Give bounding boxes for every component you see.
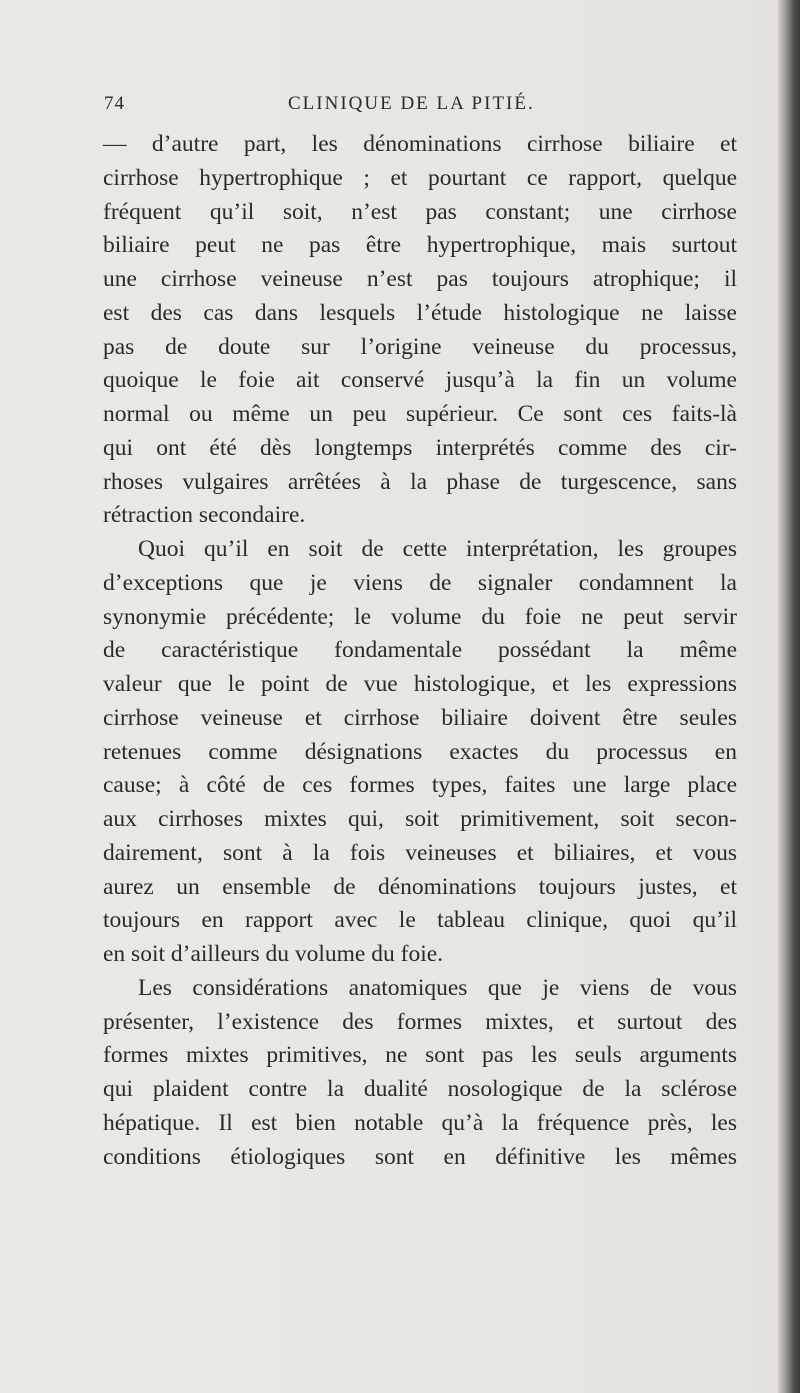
text-line: toujours en rapport avec le tableau clinique, quoi qu’il (103, 907, 737, 934)
text-line: cause; à côté de ces formes types, faites une large place (103, 772, 737, 799)
page-header (0, 93, 800, 117)
text-line: cirrhose veineuse et cirrhose biliaire doivent être seules (103, 704, 737, 731)
text-line: présenter, l’existence des formes mixtes, et surtout des (103, 1008, 737, 1035)
text-line: qui plaident contre la dualité nosologique de la sclérose (103, 1076, 737, 1102)
body-text (103, 128, 737, 1174)
text-line: retenues comme désignations exactes du processus en (103, 738, 737, 765)
text-line: Quoi qu’il en soit de cette interprétation, les groupes (138, 536, 737, 562)
text-line: conditions étiologiques sont en définitive les mêmes (103, 1143, 737, 1170)
book-spine-shadow (778, 0, 800, 1393)
text-line: rétraction secondaire. (103, 502, 306, 529)
text-line: d’exceptions que je viens de signaler condamnent la (103, 569, 737, 596)
text-line: quoique le foie ait conservé jusqu’à la fin un volume (103, 367, 737, 394)
text-line: est des cas dans lesquels l’étude histologique ne laisse (103, 299, 737, 326)
running-title: CLINIQUE DE LA PITIÉ. (288, 93, 535, 114)
text-line: synonymie précédente; le volume du foie ne peut servir (103, 603, 737, 630)
text-line: valeur que le point de vue histologique, et les expressions (103, 671, 737, 697)
text-line: aurez un ensemble de dénominations toujours justes, et (103, 873, 737, 900)
text-line: hépatique. Il est bien notable qu’à la fréquence près, les (103, 1109, 737, 1136)
text-line: formes mixtes primitives, ne sont pas les seuls arguments (103, 1042, 737, 1069)
text-line: Les considérations anatomiques que je viens de vous (138, 974, 737, 1001)
text-line: rhoses vulgaires arrêtées à la phase de turgescence, sans (103, 468, 737, 495)
text-line: cirrhose hypertrophique ; et pourtant ce rapport, quelque (103, 164, 737, 191)
text-line: fréquent qu’il soit, n’est pas constant; une cirrhose (103, 198, 737, 225)
text-line: pas de doute sur l’origine veineuse du processus, (103, 333, 737, 360)
text-line: de caractéristique fondamentale possédant la même (103, 637, 737, 664)
text-line: dairement, sont à la fois veineuses et biliaires, et vous (103, 839, 737, 866)
page-number: 74 (104, 93, 125, 114)
text-line: — d’autre part, les dénominations cirrhose biliaire et (103, 131, 737, 157)
text-line: une cirrhose veineuse n’est pas toujours atrophique; il (103, 266, 737, 292)
text-line: en soit d’ailleurs du volume du foie. (103, 941, 444, 967)
text-line: normal ou même un peu supérieur. Ce sont ces faits-là (103, 401, 737, 427)
text-line: aux cirrhoses mixtes qui, soit primitivement, soit secon- (103, 806, 737, 832)
text-line: biliaire peut ne pas être hypertrophique, mais surtout (103, 232, 737, 259)
text-line: qui ont été dès longtemps interprétés comme des cir- (103, 434, 737, 461)
